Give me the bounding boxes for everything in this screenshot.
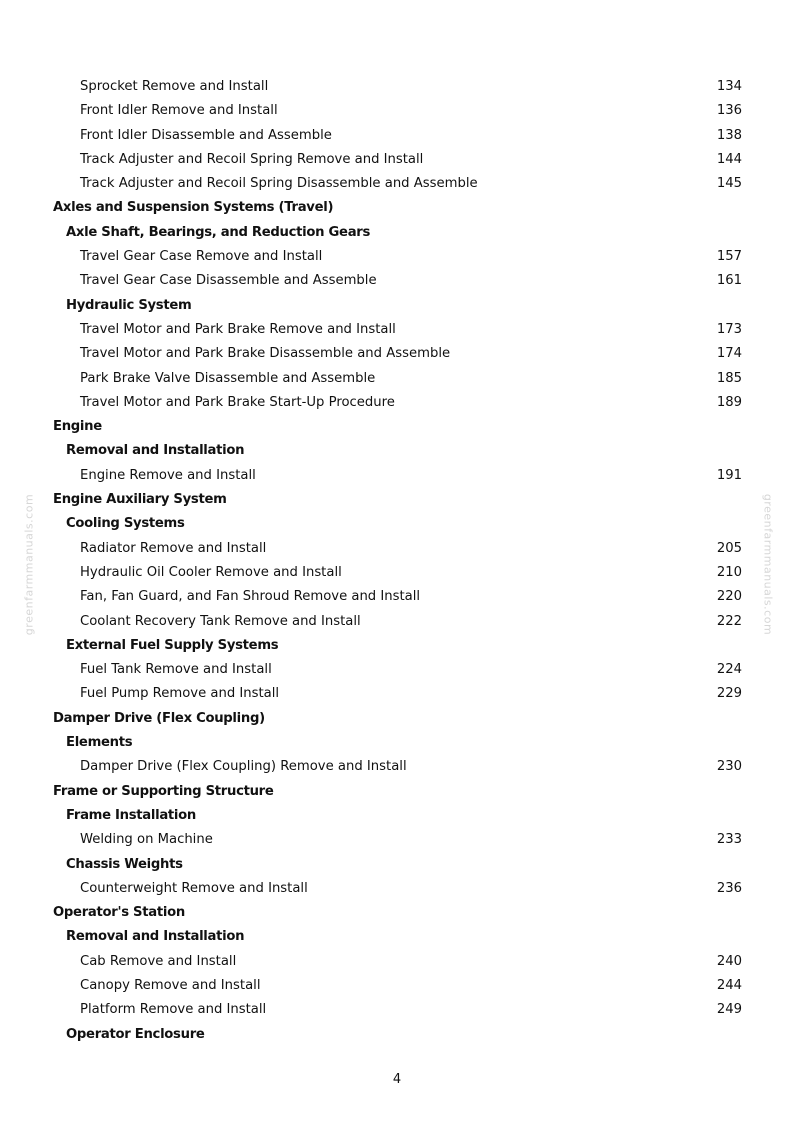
toc-entry-title: Elements: [66, 735, 133, 751]
toc-subsection-heading[interactable]: [0, 221, 794, 245]
toc-entry[interactable]: [0, 974, 794, 998]
toc-entry-title: Engine: [53, 419, 102, 435]
toc-subsection-heading[interactable]: [0, 1023, 794, 1047]
toc-entry[interactable]: [0, 124, 794, 148]
toc-subsection-heading[interactable]: [0, 512, 794, 536]
toc-entry-title: Park Brake Valve Disassemble and Assemble: [80, 370, 376, 386]
toc-section-heading[interactable]: [0, 901, 794, 925]
toc-entry-page-number: 220: [716, 589, 742, 605]
toc-entry[interactable]: [0, 998, 794, 1022]
toc-entry-page-number: 138: [716, 127, 742, 143]
toc-entry-title: Damper Drive (Flex Coupling) Remove and Install: [80, 759, 407, 775]
toc-entry[interactable]: [0, 269, 794, 293]
toc-entry-title: Platform Remove and Install: [80, 1002, 267, 1018]
toc-subsection-heading[interactable]: [0, 439, 794, 463]
toc-entry[interactable]: [0, 561, 794, 585]
toc-entry-title: Canopy Remove and Install: [80, 977, 261, 993]
toc-subsection-heading[interactable]: [0, 804, 794, 828]
toc-entry-title: Fuel Pump Remove and Install: [80, 686, 280, 702]
toc-entry[interactable]: [0, 318, 794, 342]
toc-entry[interactable]: [0, 877, 794, 901]
toc-entry-title: Removal and Installation: [66, 443, 245, 459]
toc-entry-page-number: 244: [716, 977, 742, 993]
toc-entry-title: Chassis Weights: [66, 856, 183, 872]
toc-entry-page-number: 185: [716, 370, 742, 386]
toc-subsection-heading[interactable]: [0, 731, 794, 755]
table-of-contents: [0, 75, 794, 1047]
toc-entry-page-number: 136: [716, 103, 742, 119]
toc-entry-title: Travel Gear Case Remove and Install: [80, 249, 323, 265]
toc-entry-page-number: 205: [716, 540, 742, 556]
toc-entry[interactable]: [0, 585, 794, 609]
toc-entry-title: Axle Shaft, Bearings, and Reduction Gears: [66, 224, 371, 240]
toc-entry[interactable]: [0, 658, 794, 682]
toc-entry[interactable]: [0, 537, 794, 561]
toc-entry[interactable]: [0, 391, 794, 415]
toc-entry[interactable]: [0, 148, 794, 172]
toc-entry-title: Welding on Machine: [80, 832, 213, 848]
toc-entry-page-number: 161: [716, 273, 742, 289]
toc-entry-page-number: 240: [716, 953, 742, 969]
toc-entry[interactable]: [0, 342, 794, 366]
toc-section-heading[interactable]: [0, 488, 794, 512]
toc-entry-title: Hydraulic Oil Cooler Remove and Install: [80, 564, 342, 580]
toc-entry-title: Engine Auxiliary System: [53, 492, 227, 508]
toc-entry-title: Travel Motor and Park Brake Remove and Install: [80, 321, 396, 337]
toc-subsection-heading[interactable]: [0, 853, 794, 877]
toc-entry-title: Coolant Recovery Tank Remove and Install: [80, 613, 361, 629]
toc-entry[interactable]: [0, 75, 794, 99]
toc-entry-title: Front Idler Disassemble and Assemble: [80, 127, 332, 143]
toc-entry-title: Front Idler Remove and Install: [80, 103, 278, 119]
toc-entry-title: Axles and Suspension Systems (Travel): [53, 200, 334, 216]
toc-entry-title: External Fuel Supply Systems: [66, 637, 279, 653]
toc-entry-title: Track Adjuster and Recoil Spring Disassemble and Assemble: [80, 176, 478, 192]
toc-entry-title: Removal and Installation: [66, 929, 245, 945]
toc-entry-title: Operator Enclosure: [66, 1026, 205, 1042]
toc-entry[interactable]: [0, 950, 794, 974]
toc-entry-page-number: 210: [716, 564, 742, 580]
toc-entry-page-number: 233: [716, 832, 742, 848]
toc-entry-title: Travel Motor and Park Brake Disassemble and Assemble: [80, 346, 451, 362]
toc-entry-page-number: 191: [716, 467, 742, 483]
toc-entry-title: Fuel Tank Remove and Install: [80, 662, 272, 678]
toc-entry-title: Damper Drive (Flex Coupling): [53, 710, 265, 726]
toc-entry-page-number: 222: [716, 613, 742, 629]
toc-entry-title: Travel Motor and Park Brake Start-Up Procedure: [80, 394, 395, 410]
toc-entry-title: Fan, Fan Guard, and Fan Shroud Remove and Install: [80, 589, 421, 605]
toc-entry-title: Radiator Remove and Install: [80, 540, 267, 556]
toc-entry[interactable]: [0, 682, 794, 706]
toc-entry-title: Sprocket Remove and Install: [80, 79, 269, 94]
toc-entry-page-number: 236: [716, 880, 742, 896]
watermark-right: greenfarmmanuals.com: [761, 493, 775, 636]
toc-entry[interactable]: [0, 245, 794, 269]
toc-subsection-heading[interactable]: [0, 634, 794, 658]
toc-entry[interactable]: [0, 610, 794, 634]
toc-entry-page-number: 157: [716, 249, 742, 265]
toc-entry-page-number: 230: [716, 759, 742, 775]
toc-entry-title: Travel Gear Case Disassemble and Assemble: [80, 273, 377, 289]
toc-entry[interactable]: [0, 172, 794, 196]
toc-subsection-heading[interactable]: [0, 294, 794, 318]
toc-entry-title: Cab Remove and Install: [80, 953, 237, 969]
toc-entry-title: Hydraulic System: [66, 297, 192, 313]
toc-entry-page-number: 134: [716, 79, 742, 94]
page-number: 4: [392, 1072, 402, 1087]
toc-entry-page-number: 173: [716, 321, 742, 337]
toc-section-heading[interactable]: [0, 196, 794, 220]
toc-section-heading[interactable]: [0, 707, 794, 731]
toc-entry-page-number: 224: [716, 662, 742, 678]
toc-entry-page-number: 229: [716, 686, 742, 702]
toc-entry-title: Track Adjuster and Recoil Spring Remove and Install: [80, 151, 424, 167]
watermark-left: greenfarmmanuals.com: [22, 493, 36, 636]
toc-entry-title: Counterweight Remove and Install: [80, 880, 308, 896]
toc-subsection-heading[interactable]: [0, 925, 794, 949]
toc-entry[interactable]: [0, 464, 794, 488]
toc-entry[interactable]: [0, 367, 794, 391]
toc-entry-title: Frame Installation: [66, 807, 197, 823]
toc-entry-title: Engine Remove and Install: [80, 467, 256, 483]
toc-entry-page-number: 249: [716, 1002, 742, 1018]
toc-section-heading[interactable]: [0, 415, 794, 439]
toc-entry-title: Cooling Systems: [66, 516, 185, 532]
toc-section-heading[interactable]: [0, 780, 794, 804]
toc-entry-page-number: 174: [716, 346, 742, 362]
toc-entry-title: Frame or Supporting Structure: [53, 783, 274, 799]
toc-entry[interactable]: [0, 755, 794, 779]
toc-entry-title: Operator's Station: [53, 905, 185, 921]
toc-entry-page-number: 144: [716, 151, 742, 167]
toc-entry-page-number: 145: [716, 176, 742, 192]
toc-entry-page-number: 189: [716, 394, 742, 410]
toc-entry[interactable]: [0, 99, 794, 123]
toc-entry[interactable]: [0, 828, 794, 852]
